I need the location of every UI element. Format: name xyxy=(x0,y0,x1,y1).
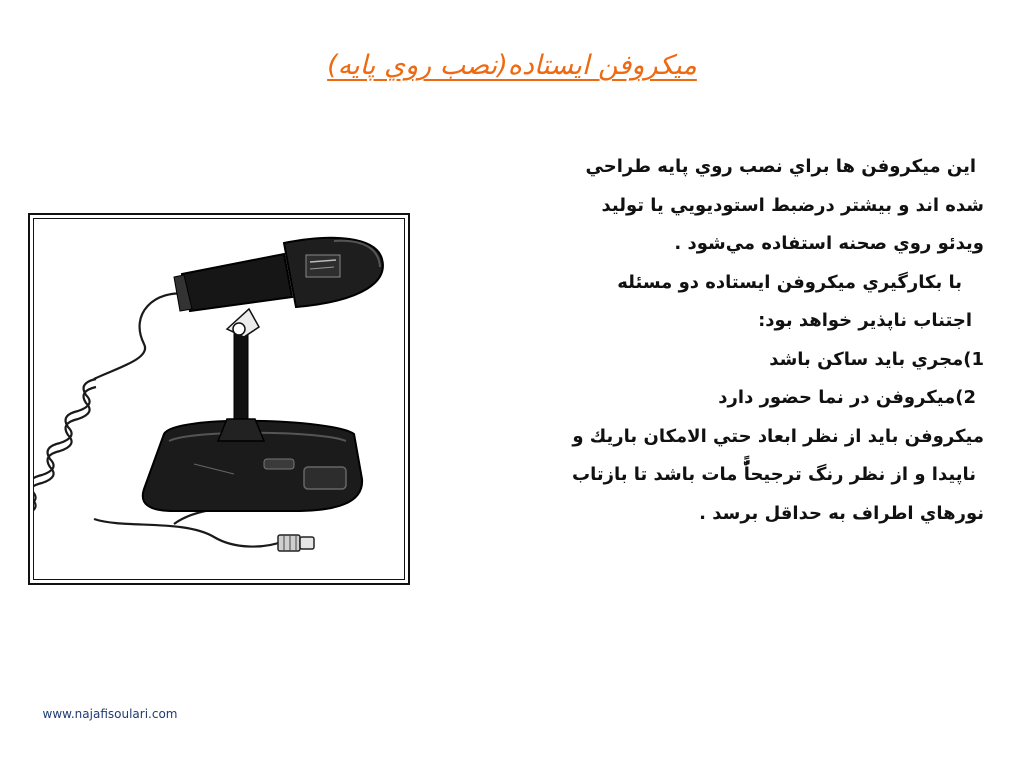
slide-title: ميكروفن ايستاده(نصب روي پايه) xyxy=(327,50,697,81)
connector-plug xyxy=(278,535,314,551)
body-line: با بكارگيري ميكروفن ايستاده دو مسئله xyxy=(617,271,962,293)
microphone-head xyxy=(174,238,383,311)
body-line: نورهاي اطراف به حداقل برسد . xyxy=(699,502,984,524)
body-line: اجتناب ناپذير خواهد بود: xyxy=(758,310,972,331)
microphone-photo xyxy=(33,218,405,580)
microphone-photo-frame xyxy=(28,213,410,585)
body-line: شده اند و بيشتر درضبط استوديويي يا توليد xyxy=(601,194,984,216)
body-line: اين ميكروفن ها براي نصب روي پايه طراحي xyxy=(585,156,976,177)
footer-website-link[interactable]: www.najafisoulari.com xyxy=(42,707,178,721)
body-line: ويدئو روي صحنه استفاده مي‌شود . xyxy=(674,233,984,254)
body-line: 2)ميكروفن در نما حضور دارد xyxy=(718,387,976,408)
body-text xyxy=(464,148,984,533)
body-line: ناپيدا و از نظر رنگ ترجيحاًًٌّ مات باشد تا بازتاب xyxy=(572,464,976,485)
desk-microphone-illustration xyxy=(34,219,403,578)
body-line: ميكروفن بايد از نظر ابعاد حتي الامكان باريك و xyxy=(572,425,984,447)
body-line: 1)مجري بايد ساكن باشد xyxy=(769,348,984,370)
